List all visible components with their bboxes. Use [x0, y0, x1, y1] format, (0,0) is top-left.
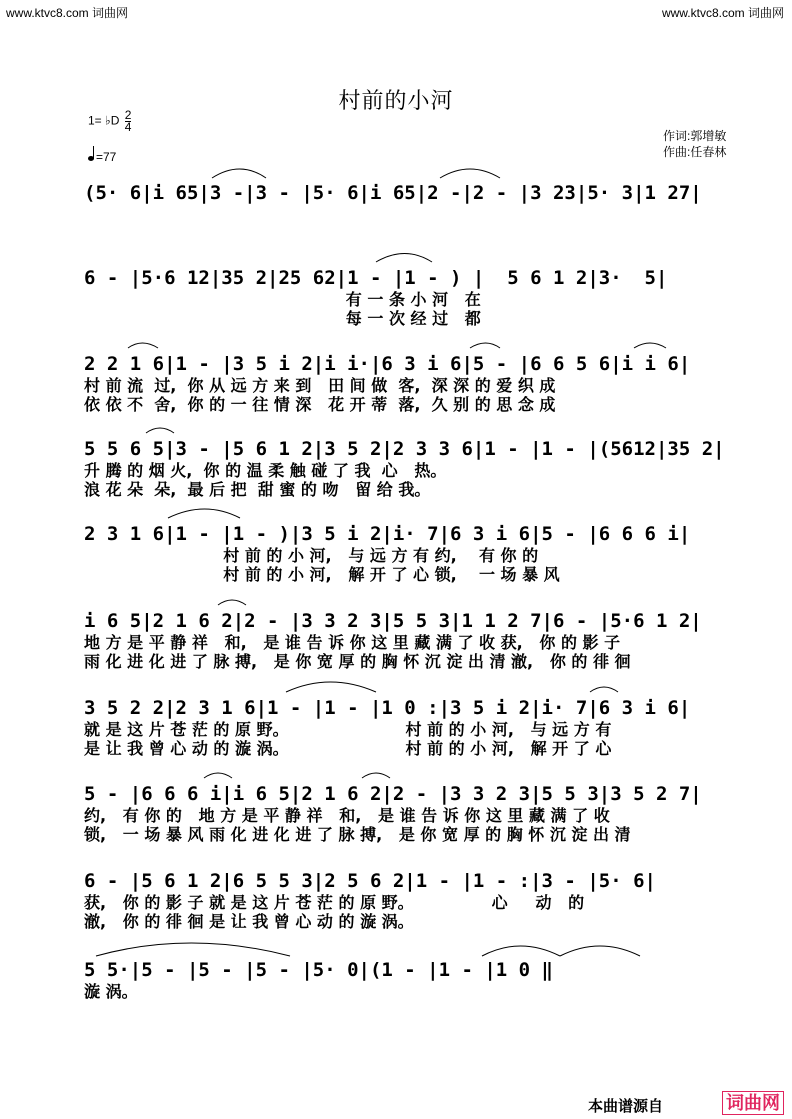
composer-credit: 作曲:任春林 [663, 145, 727, 159]
slur-arc [376, 254, 432, 263]
lyric-verse-1: 就 是 这 片 苍 茫 的 原 野。 村 前 的 小 河, 与 远 方 有 [84, 720, 612, 739]
slur-arc [128, 343, 158, 348]
notation-line: 2 3 1 6|1 - |1 - )|3 5 i 2|i· 7|6 3 i 6|5 - |6 6 6 i| [84, 523, 691, 545]
key-note: D [110, 113, 120, 128]
notation-line: i 6 5|2 1 6 2|2 - |3 3 2 3|5 5 3|1 1 2 7|6 - |5·6 1 2| [84, 610, 702, 632]
lyric-verse-2: 雨 化 进 化 进 了 脉 搏, 是 你 宽 厚 的 胸 怀 沉 淀 出 清 澈, 你 的 徘 徊 [84, 652, 631, 671]
score-line [84, 181, 740, 205]
song-title: 村前的小河 [338, 89, 454, 114]
score-line [84, 958, 740, 1001]
slur-arc [286, 682, 376, 692]
lyric-verse-2: 浪 花 朵 朵, 最 后 把 甜 蜜 的 吻 留 给 我。 [84, 480, 431, 499]
key-signature [88, 110, 131, 133]
site-logo: 词曲网 [722, 1091, 784, 1115]
lyric-verse-1: 村 前 的 小 河, 与 远 方 有 约, 有 你 的 [84, 546, 539, 565]
notation-line: 3 5 2 2|2 3 1 6|1 - |1 - |1 0 :|3 5 i 2|i· 7|6 3 i 6| [84, 697, 691, 719]
score-line [84, 437, 740, 499]
score-line [84, 266, 740, 328]
time-signature [125, 110, 132, 133]
score-line [84, 869, 740, 931]
key-prefix: 1= [88, 113, 102, 128]
slur-arc [440, 169, 500, 178]
score-line [84, 609, 740, 671]
score-line [84, 352, 740, 414]
slur-arc [362, 773, 390, 778]
tempo-value: =77 [96, 150, 117, 164]
time-top: 2 [124, 108, 132, 122]
slur-arc [212, 169, 266, 178]
lyric-verse-2: 村 前 的 小 河, 解 开 了 心 锁, 一 场 暴 风 [84, 565, 560, 584]
lyric-verse-2: 依 依 不 舍, 你 的 一 往 情 深 花 开 蒂 落, 久 别 的 思 念 成 [84, 395, 556, 414]
slur-arc [168, 509, 240, 518]
lyric-verse-2: 锁, 一 场 暴 风 雨 化 进 化 进 了 脉 搏, 是 你 宽 厚 的 胸 怀 沉 淀 出 清 [84, 825, 631, 844]
notation-line: 2 2 1 6|1 - |3 5 i 2|i i·|6 3 i 6|5 - |6 6 5 6|i i 6| [84, 353, 691, 375]
watermark-right: www.ktvc8.com 词曲网 [661, 6, 784, 20]
lyric-verse-1: 村 前 流 过, 你 从 远 方 来 到 田 间 做 客, 深 深 的 爱 织 成 [84, 376, 556, 395]
notation-line: 6 - |5·6 12|35 2|25 62|1 - |1 - ) | 5 6 1 2|3· 5| [84, 267, 668, 289]
lyric-verse-1: 升 腾 的 烟 火, 你 的 温 柔 触 碰 了 我 心 热。 [84, 461, 447, 480]
lyric-verse-2: 是 让 我 曾 心 动 的 漩 涡。 村 前 的 小 河, 解 开 了 心 [84, 739, 612, 758]
score-line [84, 696, 740, 758]
score-line [84, 522, 740, 584]
tempo-mark [88, 150, 116, 164]
lyric-verse-1: 地 方 是 平 静 祥 和, 是 谁 告 诉 你 这 里 藏 满 了 收 获, 你 的 影 子 [84, 633, 621, 652]
slur-arc [204, 773, 232, 778]
flat-icon: ♭ [105, 113, 111, 128]
slur-arc [634, 343, 666, 348]
lyric-verse-1: 漩 涡。 [84, 982, 138, 1001]
notation-line: 5 - |6 6 6 i|i 6 5|2 1 6 2|2 - |3 3 2 3|5 5 3|3 5 2 7| [84, 783, 702, 805]
notation-line: 6 - |5 6 1 2|6 5 5 3|2 5 6 2|1 - |1 - :|3 - |5· 6| [84, 870, 656, 892]
notation-line: (5· 6|i 65|3 -|3 - |5· 6|i 65|2 -|2 - |3 23|5· 3|1 27| [84, 182, 702, 204]
slur-arc [482, 946, 560, 956]
lyricist-credit: 作词:郭增敏 [663, 129, 727, 143]
quarter-note-icon [88, 156, 94, 161]
slur-arc [560, 946, 640, 956]
score-line [84, 782, 740, 844]
slur-arc [218, 600, 246, 605]
slur-arc [96, 943, 290, 956]
source-note: 本曲谱源自 [588, 1098, 664, 1115]
lyric-verse-2: 每 一 次 经 过 都 [84, 309, 481, 328]
notation-line: 5 5·|5 - |5 - |5 - |5· 0|(1 - |1 - |1 0 ‖ [84, 959, 553, 981]
lyric-verse-2: 澈, 你 的 徘 徊 是 让 我 曾 心 动 的 漩 涡。 [84, 912, 414, 931]
slur-arc [470, 343, 500, 348]
time-bottom: 4 [124, 120, 132, 134]
slur-arc [590, 687, 618, 692]
watermark-left: www.ktvc8.com 词曲网 [6, 6, 129, 20]
slur-arc [146, 428, 174, 433]
lyric-verse-1: 获, 你 的 影 子 就 是 这 片 苍 茫 的 原 野。 心 动 的 [84, 893, 585, 912]
lyric-verse-1: 有 一 条 小 河 在 [84, 290, 481, 309]
lyric-verse-1: 约, 有 你 的 地 方 是 平 静 祥 和, 是 谁 告 诉 你 这 里 藏 满 了 收 [84, 806, 610, 825]
notation-line: 5 5 6 5|3 - |5 6 1 2|3 5 2|2 3 3 6|1 - |1 - |(5612|35 2| [84, 438, 725, 460]
